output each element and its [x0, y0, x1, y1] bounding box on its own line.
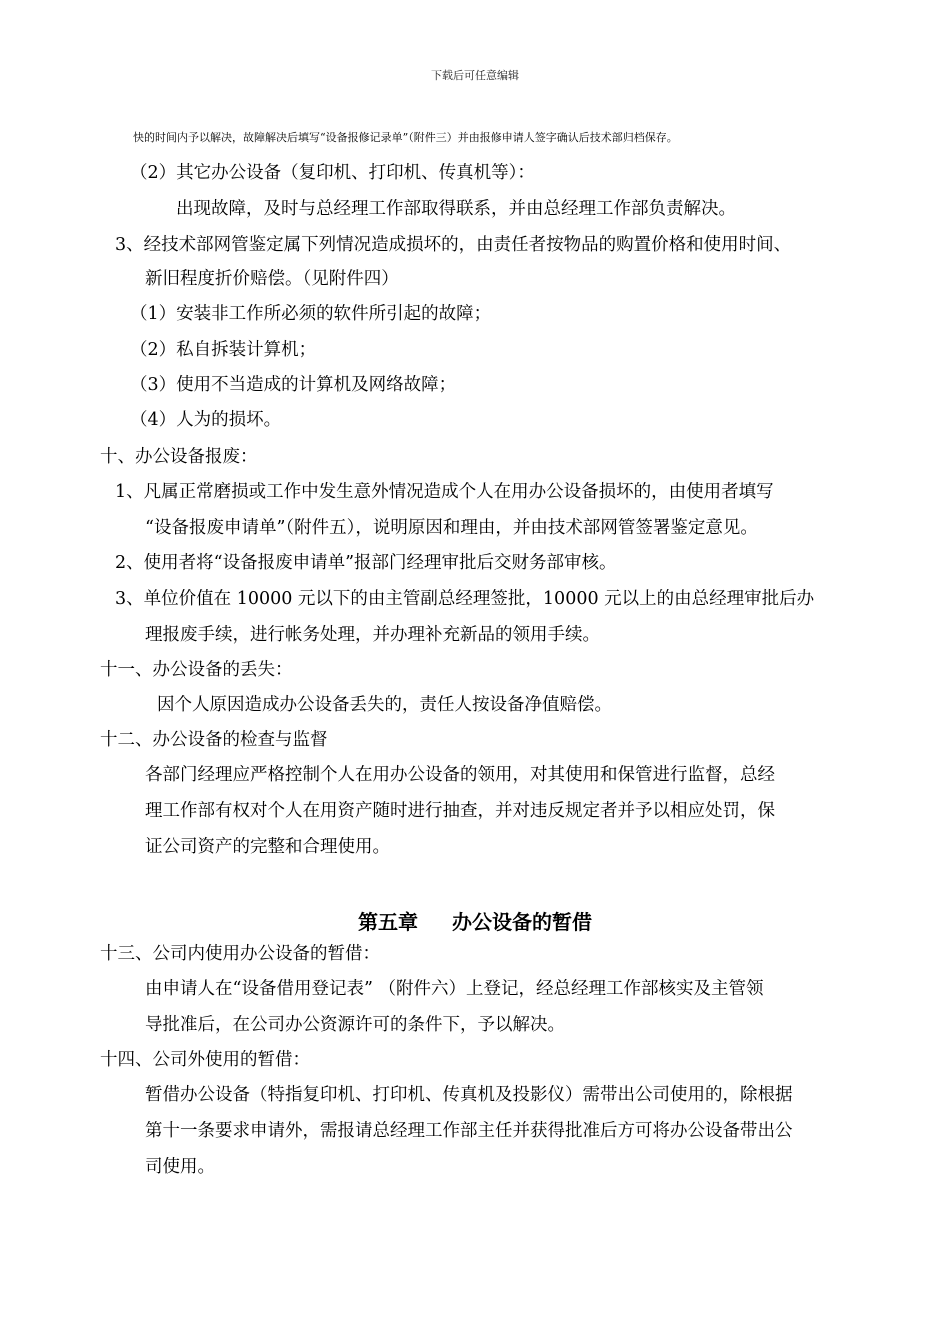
- paragraph-line: 暂借办公设备（特指复印机、打印机、传真机及投影仪）需带出公司使用的，除根据: [145, 1085, 793, 1105]
- paragraph-line: 导批准后，在公司办公资源许可的条件下，予以解决。: [145, 1015, 565, 1035]
- section-heading: 十一、办公设备的丢失：: [100, 660, 293, 680]
- section-heading: 十二、办公设备的检查与监督: [100, 730, 328, 750]
- paragraph-line: （3）使用不当造成的计算机及网络故障；: [130, 375, 457, 395]
- page-header: 下载后可任意编辑: [431, 69, 519, 82]
- section-heading: 十三、公司内使用办公设备的暂借：: [100, 944, 380, 964]
- paragraph-line: 3、经技术部网管鉴定属下列情况造成损坏的，由责任者按物品的购置价格和使用时间、: [115, 235, 792, 255]
- chapter-title: [0, 906, 950, 935]
- paragraph-line: 因个人原因造成办公设备丢失的，责任人按设备净值赔偿。: [157, 695, 612, 715]
- paragraph-line: 各部门经理应严格控制个人在用办公设备的领用，对其使用和保管进行监督，总经: [145, 765, 775, 785]
- paragraph-line: 1、凡属正常磨损或工作中发生意外情况造成个人在用办公设备损坏的，由使用者填写: [115, 482, 774, 502]
- paragraph-line: 2、使用者将“设备报废申请单”报部门经理审批后交财务部审核。: [115, 553, 617, 573]
- paragraph-line: 司使用。: [145, 1157, 215, 1177]
- paragraph-line: 第十一条要求申请外，需报请总经理工作部主任并获得批准后方可将办公设备带出公: [145, 1121, 793, 1141]
- paragraph-line: 快的时间内予以解决，故障解决后填写“设备报修记录单”（附件三）并由报修申请人签字确认后技术部归档保存。: [133, 131, 678, 144]
- section-heading: 十、办公设备报废：: [100, 447, 258, 467]
- paragraph-line: （1）安装非工作所必须的软件所引起的故障；: [130, 304, 492, 324]
- paragraph-line: 新旧程度折价赔偿。（见附件四）: [145, 269, 399, 289]
- paragraph-line: 理工作部有权对个人在用资产随时进行抽查，并对违反规定者并予以相应处罚，保: [145, 801, 775, 821]
- section-heading: 十四、公司外使用的暂借：: [100, 1050, 310, 1070]
- chapter-number: 第五章: [358, 910, 418, 934]
- paragraph-line: 出现故障，及时与总经理工作部取得联系，并由总经理工作部负责解决。: [176, 199, 736, 219]
- paragraph-line: 3、单位价值在 10000 元以下的由主管副总经理签批，10000 元以上的由总经理审批后办: [115, 589, 815, 609]
- chapter-heading: 办公设备的暂借: [452, 910, 592, 934]
- paragraph-line: （2）其它办公设备（复印机、打印机、传真机等）：: [130, 163, 535, 183]
- paragraph-line: （4）人为的损坏。: [130, 410, 282, 430]
- paragraph-line: 证公司资产的完整和合理使用。: [145, 837, 390, 857]
- paragraph-line: “设备报废申请单”（附件五），说明原因和理由，并由技术部网管签署鉴定意见。: [145, 518, 758, 538]
- paragraph-line: 理报废手续，进行帐务处理，并办理补充新品的领用手续。: [145, 625, 600, 645]
- paragraph-line: 由申请人在“设备借用登记表” （附件六）上登记，经总经理工作部核实及主管领: [145, 979, 764, 999]
- paragraph-line: （2）私自拆装计算机；: [130, 340, 317, 360]
